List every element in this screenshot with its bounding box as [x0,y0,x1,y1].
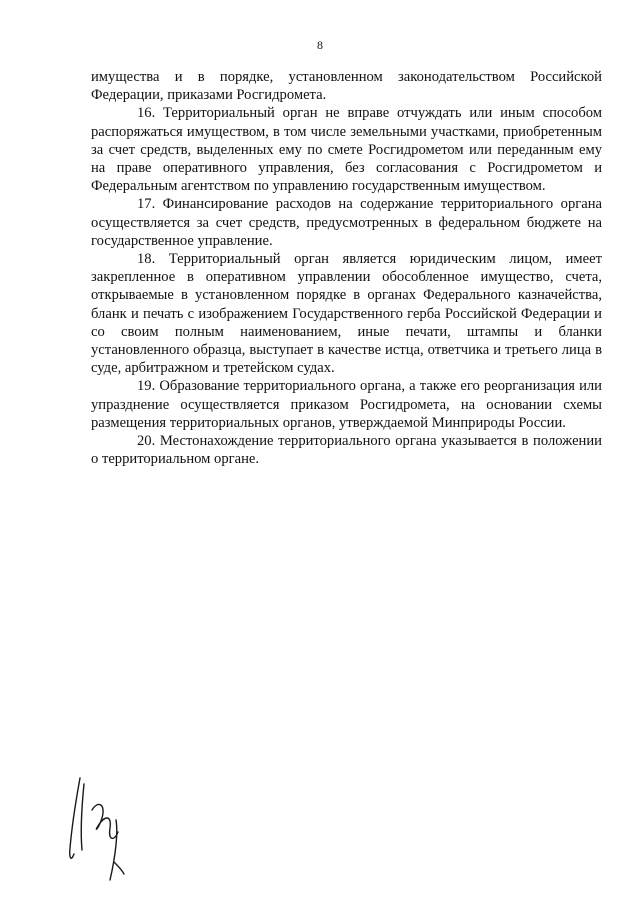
paragraph-continuation: имущества и в порядке, установленном законодательством Российской Федерации, приказами Росгидромета. [91,69,602,104]
signature-icon [58,770,138,890]
page-number: 8 [317,38,323,52]
paragraph-17: 17. Финансирование расходов на содержание территориального органа осуществляется за счет средств, предусмотренных в федеральном бюджете на государственное управление. [91,196,602,249]
paragraph-18: 18. Территориальный орган является юридическим лицом, имеет закрепленное в оперативном управлении обособленное имущество, счета, открываемые в установленном порядке в органах Федерального казначейства, бланк и печать с изображением Государственного герба Российской Федерации и со своим полным наименованием, иные печати, штампы и бланки установленного образца, выступает в качестве истца, ответчика и третьего лица в суде, арбитражном и третейском судах. [91,251,602,377]
paragraph-20: 20. Местонахождение территориального органа указывается в положении о территориальном органе. [91,433,602,468]
paragraph-16: 16. Территориальный орган не вправе отчуждать или иным способом распоряжаться имуществом, в том числе земельными участками, приобретенным за счет средств, выделенных ему по смете Росгидрометом или переданным ему на праве оперативного управления, без согласования с Росгидрометом и Федеральным агентством по управлению государственным имуществом. [91,105,602,195]
paragraph-19: 19. Образование территориального органа, а также его реорганизация или упразднение осуществляется приказом Росгидромета, на основании схемы размещения территориальных органов, утверждаемой Минприроды России. [91,378,602,431]
document-body [91,68,602,468]
